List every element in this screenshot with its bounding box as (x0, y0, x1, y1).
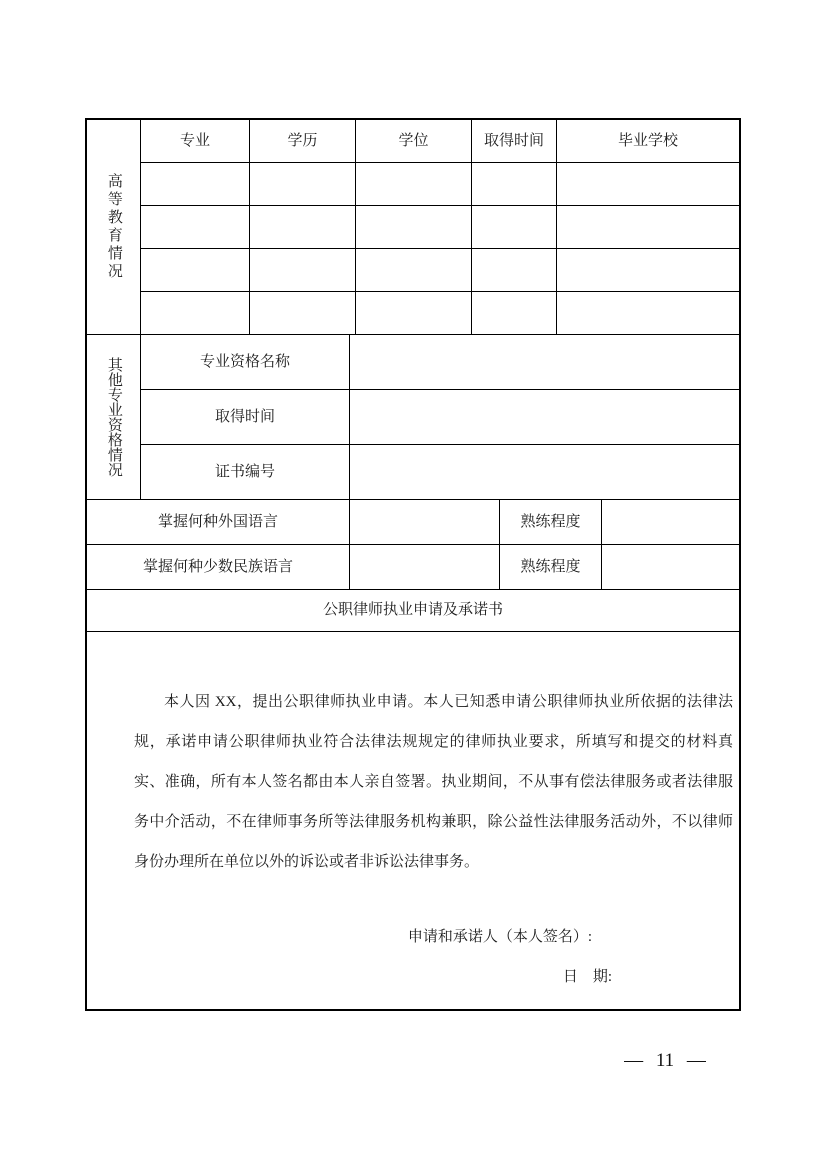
foreign-language-row (87, 500, 739, 545)
education-fill-cell[interactable] (472, 249, 557, 292)
qualification-date-fill-cell[interactable] (350, 390, 739, 445)
declaration-paragraph: 本人因 XX，提出公职律师执业申请。本人已知悉申请公职律师执业所依据的法律法规，承诺申请公职律师执业符合法律法规规定的律师执业要求，所填写和提交的材料真实、准确，所有本人签名都由本人亲自签署。执业期间，不从事有偿法律服务或者法律服务中介活动，不在律师事务所等法律服务机构兼职，除公益性法律服务活动外，不以律师身份办理所在单位以外的诉讼或者非诉讼法律事务。 (134, 694, 733, 870)
education-fill-cell[interactable] (250, 206, 356, 249)
education-fill-cell[interactable] (557, 206, 739, 249)
education-header-major: 专业 (141, 120, 250, 163)
education-fill-cell[interactable] (557, 249, 739, 292)
education-fill-cell[interactable] (472, 163, 557, 206)
education-row (141, 206, 739, 249)
foreign-language-fill-cell[interactable] (350, 500, 500, 545)
qualification-name-fill-cell[interactable] (350, 335, 739, 390)
declaration-body-cell (87, 632, 739, 1009)
other-qualification-section (87, 335, 739, 500)
other-qualification-section-label: 其他专业资格情况 (87, 335, 141, 500)
education-fill-cell[interactable] (557, 292, 739, 335)
certificate-number-fill-cell[interactable] (350, 445, 739, 500)
minority-language-proficiency-fill-cell[interactable] (602, 545, 739, 590)
foreign-language-proficiency-fill-cell[interactable] (602, 500, 739, 545)
declaration-title-row (87, 590, 739, 632)
certificate-number-row (141, 445, 739, 500)
education-fill-cell[interactable] (356, 249, 472, 292)
education-header-degree-level: 学历 (250, 120, 356, 163)
minority-language-fill-cell[interactable] (350, 545, 500, 590)
certificate-number-label: 证书编号 (141, 445, 350, 500)
education-fill-cell[interactable] (250, 292, 356, 335)
education-fill-cell[interactable] (472, 206, 557, 249)
education-header-academic-degree: 学位 (356, 120, 472, 163)
signature-label: 申请和承诺人（本人签名）: (407, 929, 592, 945)
date-label: 日 期: (562, 969, 612, 985)
qualification-date-row (141, 390, 739, 445)
application-form-table (85, 118, 741, 1011)
qualification-date-label: 取得时间 (141, 390, 350, 445)
date-line[interactable] (134, 957, 733, 997)
minority-language-row (87, 545, 739, 590)
minority-language-proficiency-label: 熟练程度 (500, 545, 602, 590)
education-header-school: 毕业学校 (557, 120, 739, 163)
education-fill-cell[interactable] (356, 292, 472, 335)
education-fill-cell[interactable] (250, 163, 356, 206)
signature-line[interactable] (134, 917, 733, 957)
education-section-label: 高等教育情况 (87, 120, 141, 335)
foreign-language-proficiency-label: 熟练程度 (500, 500, 602, 545)
education-fill-cell[interactable] (250, 249, 356, 292)
education-fill-cell[interactable] (141, 206, 250, 249)
education-row (141, 163, 739, 206)
education-fill-cell[interactable] (557, 163, 739, 206)
education-row (141, 292, 739, 335)
foreign-language-label: 掌握何种外国语言 (87, 500, 350, 545)
education-fill-cell[interactable] (356, 163, 472, 206)
education-fill-cell[interactable] (141, 163, 250, 206)
education-header-row (141, 120, 739, 163)
education-fill-cell[interactable] (356, 206, 472, 249)
declaration-title: 公职律师执业申请及承诺书 (322, 602, 503, 619)
education-row (141, 249, 739, 292)
education-section (87, 120, 739, 335)
education-fill-cell[interactable] (472, 292, 557, 335)
education-header-date-obtained: 取得时间 (472, 120, 557, 163)
qualification-name-row (141, 335, 739, 390)
qualification-name-label: 专业资格名称 (141, 335, 350, 390)
education-fill-cell[interactable] (141, 292, 250, 335)
education-fill-cell[interactable] (141, 249, 250, 292)
page-number: — 11 — (624, 1050, 706, 1071)
minority-language-label: 掌握何种少数民族语言 (87, 545, 350, 590)
